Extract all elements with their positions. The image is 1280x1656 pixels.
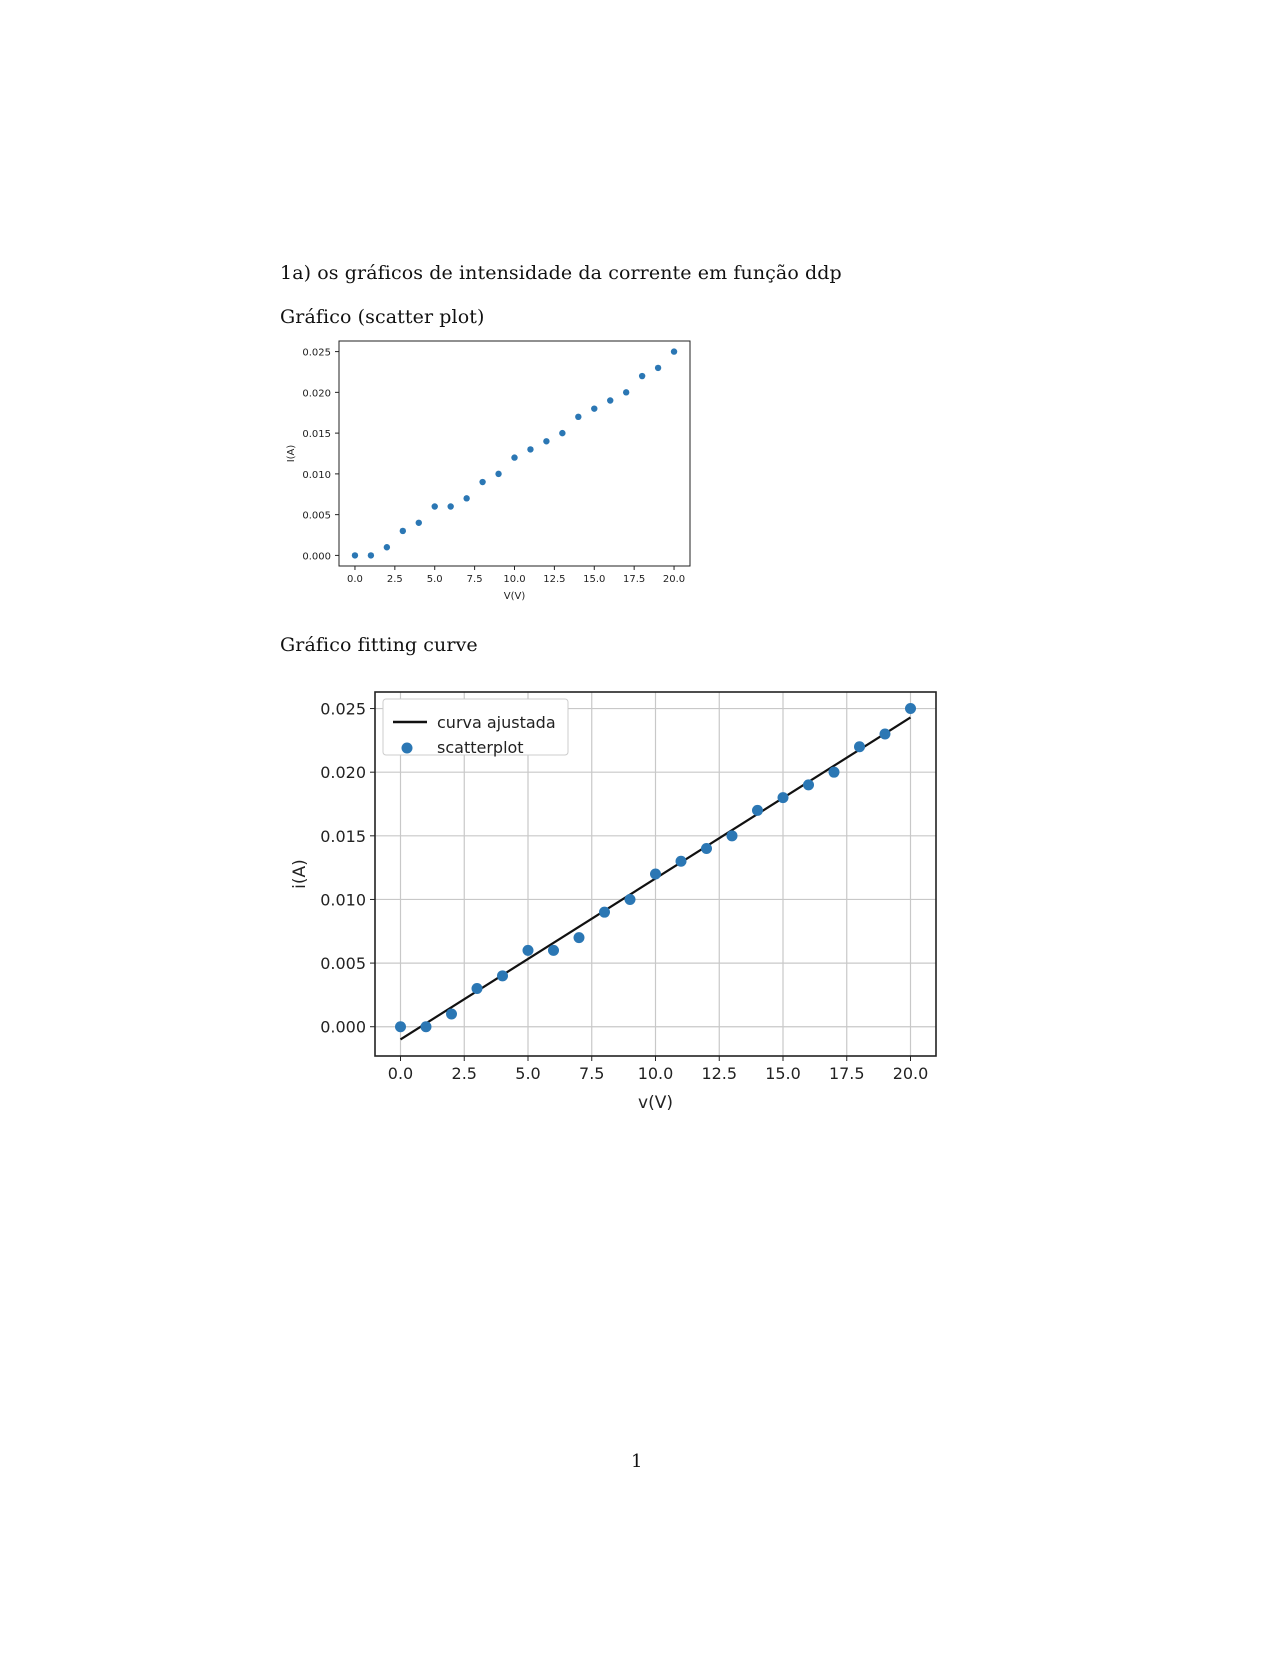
data-point <box>497 970 508 981</box>
x-tick-label: 7.5 <box>579 1064 605 1083</box>
x-tick-label: 0.0 <box>387 1064 414 1083</box>
intro-text: 1a) os gráficos de intensidade da corrente em função ddp <box>280 262 842 284</box>
data-point <box>701 843 712 854</box>
data-point <box>880 729 891 740</box>
x-tick-label: 7.5 <box>466 574 483 585</box>
y-tick-label: 0.010 <box>302 469 331 481</box>
x-axis-label: v(V) <box>638 1093 673 1113</box>
y-axis-label: I(A) <box>286 444 297 463</box>
x-tick-label: 17.5 <box>623 574 646 585</box>
data-point <box>472 983 483 994</box>
data-point <box>829 767 840 778</box>
y-tick-label: 0.020 <box>320 763 366 783</box>
y-tick-label: 0.025 <box>320 699 366 719</box>
data-point <box>523 945 534 956</box>
data-point <box>778 792 789 803</box>
y-tick-label: 0.005 <box>320 954 366 974</box>
y-tick-label: 0.025 <box>302 347 331 359</box>
x-tick-label: 10.0 <box>503 574 526 585</box>
heading-fitting-curve: Gráfico fitting curve <box>280 634 478 656</box>
x-tick-label: 15.0 <box>765 1064 801 1083</box>
data-point <box>676 856 687 867</box>
legend-point-swatch <box>402 743 413 754</box>
x-tick-label: 17.5 <box>828 1064 865 1083</box>
data-point <box>421 1021 432 1032</box>
data-point <box>650 869 661 880</box>
heading-scatter-plot: Gráfico (scatter plot) <box>280 306 485 328</box>
y-tick-label: 0.005 <box>302 510 331 522</box>
data-point <box>727 830 738 841</box>
data-point <box>803 779 814 790</box>
data-point <box>905 703 916 714</box>
x-tick-label: 15.0 <box>583 574 606 585</box>
data-point <box>625 894 636 905</box>
x-tick-label: 2.5 <box>386 574 403 585</box>
y-tick-label: 0.000 <box>302 551 331 563</box>
x-tick-label: 2.5 <box>451 1064 477 1083</box>
data-point <box>854 741 865 752</box>
x-tick-label: 20.0 <box>662 574 686 585</box>
x-tick-label: 20.0 <box>892 1064 929 1083</box>
y-tick-label: 0.015 <box>320 826 366 846</box>
x-tick-label: 0.0 <box>347 574 363 585</box>
x-axis-label: V(V) <box>503 591 526 602</box>
x-tick-label: 12.5 <box>543 574 566 585</box>
y-tick-label: 0.020 <box>302 388 331 400</box>
data-point <box>574 932 585 943</box>
y-tick-label: 0.015 <box>302 429 331 441</box>
y-tick-label: 0.000 <box>320 1017 366 1037</box>
x-tick-label: 5.0 <box>515 1064 541 1083</box>
data-point <box>599 907 610 918</box>
x-tick-label: 5.0 <box>426 574 443 585</box>
page-number: 1 <box>631 1451 643 1472</box>
y-tick-label: 0.010 <box>320 890 366 910</box>
data-point <box>548 945 559 956</box>
x-tick-label: 10.0 <box>637 1064 674 1083</box>
y-axis-label: i(A) <box>290 859 310 889</box>
legend-label: curva ajustada <box>437 713 556 732</box>
data-point <box>395 1021 406 1032</box>
legend-label: scatterplot <box>437 738 524 757</box>
data-point <box>446 1009 457 1020</box>
data-point <box>752 805 763 816</box>
x-tick-label: 12.5 <box>701 1064 738 1083</box>
